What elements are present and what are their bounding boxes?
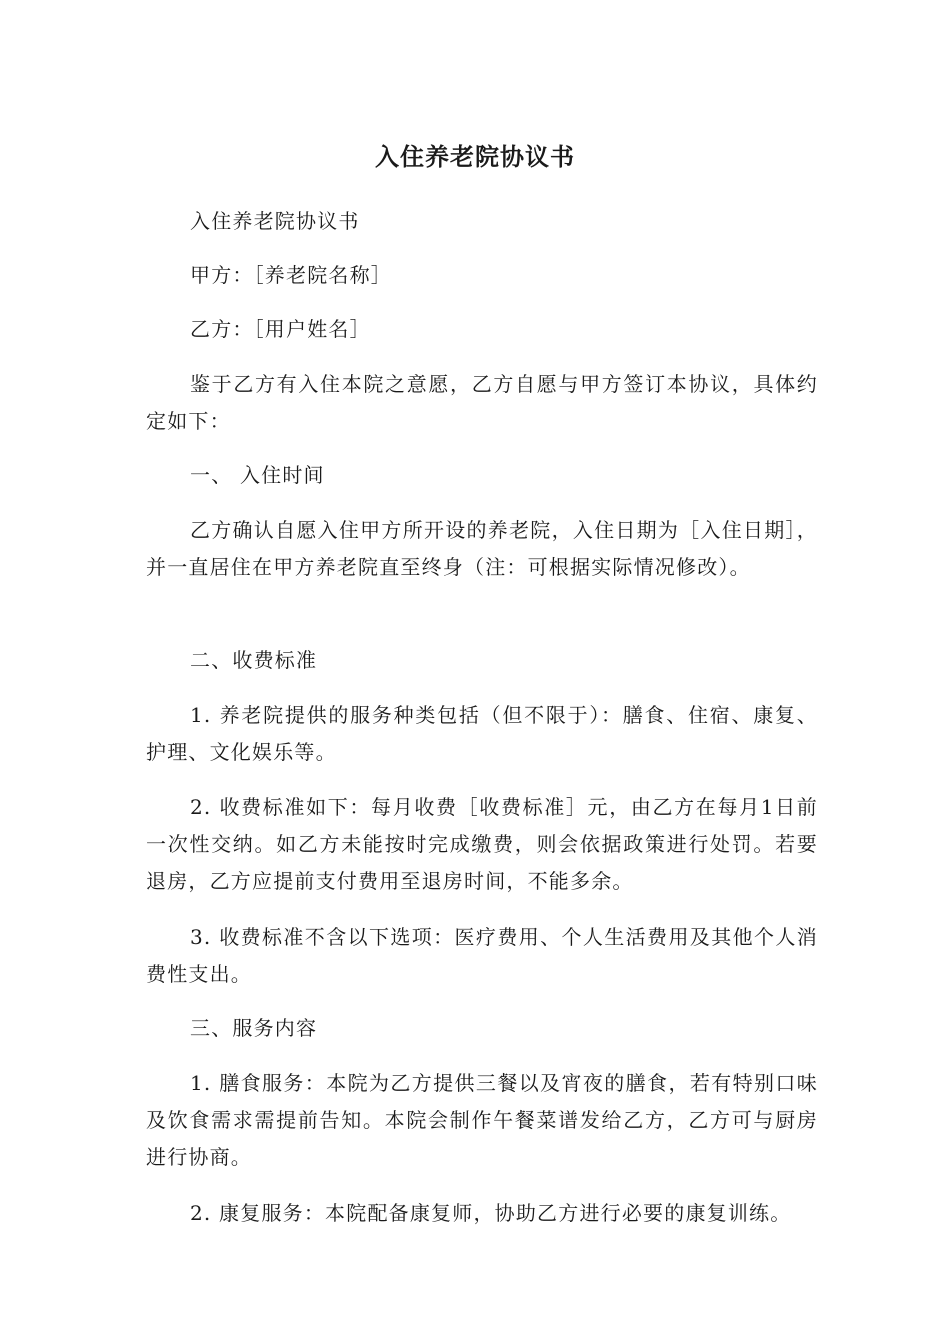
section-heading-2: 二、收费标准 bbox=[190, 648, 318, 672]
paragraph-party-b: 乙方：［用户姓名］ bbox=[190, 317, 371, 341]
paragraph-party-a: 甲方：［养老院名称］ bbox=[190, 263, 392, 287]
paragraph-preamble: 鉴于乙方有入住本院之意愿，乙方自愿与甲方签订本协议，具体约定如下： bbox=[146, 372, 818, 433]
section-heading-3: 三、服务内容 bbox=[190, 1016, 318, 1040]
document-title: 入住养老院协议书 bbox=[375, 143, 575, 171]
paragraph-service-1: 1. 膳食服务：本院为乙方提供三餐以及宵夜的膳食，若有特别口味及饮食需求需提前告知。本院会制作午餐菜谱发给乙方，乙方可与厨房进行协商。 bbox=[146, 1071, 818, 1169]
paragraph-fee-1: 1. 养老院提供的服务种类包括（但不限于）：膳食、住宿、康复、护理、文化娱乐等。 bbox=[146, 703, 818, 764]
paragraph-subtitle: 入住养老院协议书 bbox=[190, 209, 360, 233]
section-heading-1: 一、 入住时间 bbox=[190, 463, 325, 487]
paragraph-checkin-date: 乙方确认自愿入住甲方所开设的养老院，入住日期为［入住日期］，并一直居住在甲方养老院直至终身（注：可根据实际情况修改）。 bbox=[146, 518, 818, 579]
paragraph-fee-2: 2. 收费标准如下：每月收费［收费标准］元，由乙方在每月1日前一次性交纳。如乙方未能按时完成缴费，则会依据政策进行处罚。若要退房，乙方应提前支付费用至退房时间，不能多余。 bbox=[146, 795, 818, 893]
paragraph-fee-3: 3. 收费标准不含以下选项：医疗费用、个人生活费用及其他个人消费性支出。 bbox=[146, 925, 818, 986]
paragraph-service-2: 2. 康复服务：本院配备康复师，协助乙方进行必要的康复训练。 bbox=[190, 1201, 792, 1225]
